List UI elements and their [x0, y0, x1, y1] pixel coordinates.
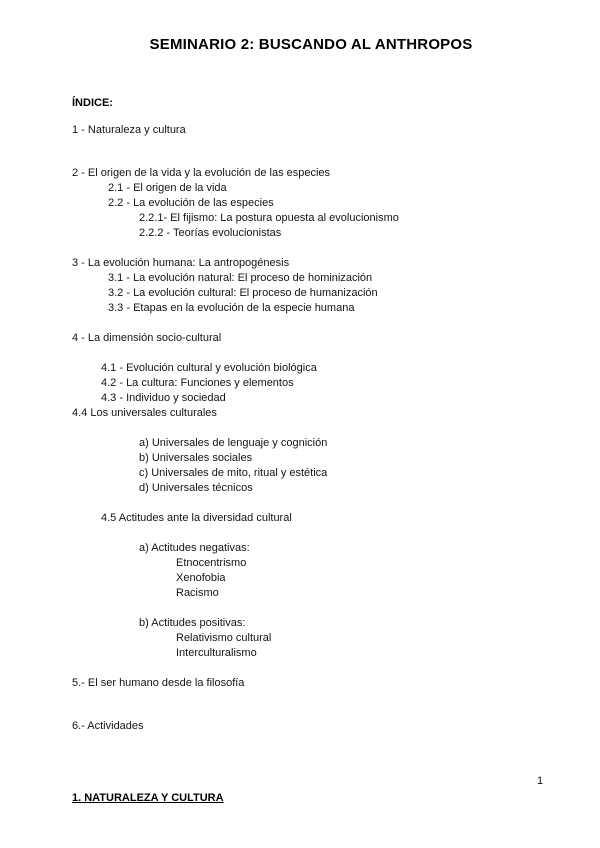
section-heading: 1. NATURALEZA Y CULTURA [72, 792, 224, 804]
toc-line: b) Actitudes positivas: [139, 617, 246, 629]
toc-line: 5.- El ser humano desde la filosofía [72, 677, 245, 689]
toc-line: 4.4 Los universales culturales [72, 407, 217, 419]
toc-line: 3.3 - Etapas en la evolución de la especie humana [108, 302, 355, 314]
page-number: 1 [537, 775, 544, 787]
toc-line: 4.1 - Evolución cultural y evolución biológica [101, 362, 317, 374]
toc-line: c) Universales de mito, ritual y estética [139, 467, 328, 479]
toc-line: 4.2 - La cultura: Funciones y elementos [101, 377, 294, 389]
toc-line: 3.2 - La evolución cultural: El proceso de humanización [108, 287, 378, 299]
toc-line: a) Universales de lenguaje y cognición [139, 437, 328, 449]
toc-line: 2.2.1- El fijismo: La postura opuesta al evolucionismo [139, 212, 399, 224]
toc-line: a) Actitudes negativas: [139, 542, 250, 554]
toc-line: 2.2 - La evolución de las especies [108, 197, 274, 209]
toc-line: Etnocentrismo [176, 557, 247, 569]
index-heading: ÍNDICE: [72, 97, 113, 109]
toc-line: Interculturalismo [176, 647, 257, 659]
toc-line: 6.- Actividades [72, 720, 144, 732]
toc-line: d) Universales técnicos [139, 482, 253, 494]
toc-line: 3 - La evolución humana: La antropogénesis [72, 257, 290, 269]
toc-line: b) Universales sociales [139, 452, 253, 464]
toc-line: Racismo [176, 587, 219, 599]
toc-line: 4 - La dimensión socio-cultural [72, 332, 222, 344]
toc-line: 3.1 - La evolución natural: El proceso de hominización [108, 272, 373, 284]
toc-line: 4.5 Actitudes ante la diversidad cultural [101, 512, 292, 524]
toc-line: 4.3 - Individuo y sociedad [101, 392, 226, 404]
toc-line: 2.1 - El origen de la vida [108, 182, 227, 194]
document-title: SEMINARIO 2: BUSCANDO AL ANTHROPOS [149, 36, 473, 53]
toc-line: Xenofobia [176, 572, 226, 584]
toc-line: 2.2.2 - Teorías evolucionistas [139, 227, 282, 239]
toc-line: 2 - El origen de la vida y la evolución de las especies [72, 167, 331, 179]
toc-line: Relativismo cultural [176, 632, 272, 644]
table-of-contents [72, 123, 550, 734]
toc-line: 1 - Naturaleza y cultura [72, 124, 186, 136]
